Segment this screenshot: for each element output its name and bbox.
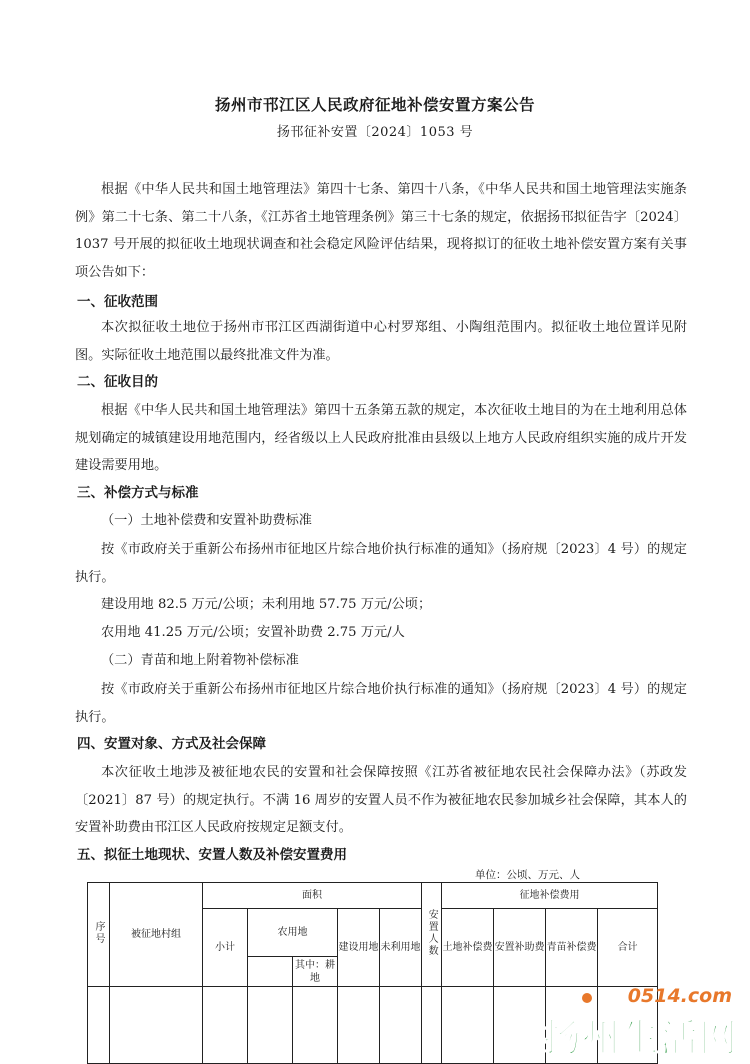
header-farmland: 农用地 — [248, 909, 338, 957]
header-cultivated: 其中：耕地 — [293, 957, 338, 987]
subsection-heading-crop-compensation: （二）青苗和地上附着物补偿标准 — [101, 653, 299, 668]
document-number: 扬邗征补安置〔2024〕1053 号 — [276, 125, 474, 140]
table-unit-label: 单位：公顷、万元、人 — [475, 869, 580, 881]
document-title: 扬州市邗江区人民政府征地补偿安置方案公告 — [214, 96, 535, 114]
header-construction: 建设用地 — [338, 909, 380, 987]
header-resettle-sub: 安置补助费 — [494, 909, 546, 987]
table-cell — [293, 987, 338, 1064]
section-text-purpose: 根据《中华人民共和国土地管理法》第四十五条第五款的规定，本次征收土地目的为在土地利用总体规划确定的城镇建设用地范围内，经省级以上人民政府批准由县级以上地方人民政府组织实施的成片开发建设需要用地。 — [75, 403, 687, 473]
header-subtotal: 小计 — [203, 909, 248, 987]
table-cell — [442, 987, 494, 1064]
subsection-heading-land-compensation: （一）土地补偿费和安置补助费标准 — [101, 513, 312, 528]
table-cell — [380, 987, 422, 1064]
subsection-text-land-compensation: 按《市政府关于重新公布扬州市征地区片综合地价执行标准的通知》（扬府规〔2023〕4 号）的规定执行。 — [75, 542, 687, 585]
section-text-scope: 本次拟征收土地位于扬州市邗江区西湖街道中心村罗郑组、小陶组范围内。拟征收土地位置详见附图。实际征收土地范围以最终批准文件为准。 — [75, 320, 687, 363]
section-heading-purpose: 二、征收目的 — [77, 374, 158, 390]
header-land-comp: 土地补偿费 — [442, 909, 494, 987]
watermark-site-name: 扬州生活网 — [542, 1016, 738, 1060]
section-text-resettlement: 本次征收土地涉及被征地农民的安置和社会保障按照《江苏省被征地农民社会保障办法》（苏政发〔2021〕87 号）的规定执行。不满 16 周岁的安置人员不作为被征地农民参加城乡社会保障，其本人的安置补助费由邗江区人民政府按规定足额支付。 — [75, 765, 687, 835]
watermark-domain: 0514.com — [627, 985, 732, 1007]
table-cell — [338, 987, 380, 1064]
rate-line-2: 农用地 41.25 万元/公顷；安置补助费 2.75 万元/人 — [101, 625, 405, 640]
table-cell — [88, 987, 110, 1064]
rate-line-1: 建设用地 82.5 万元/公顷；未利用地 57.75 万元/公顷； — [101, 597, 432, 612]
header-persons: 安置人数 — [422, 883, 442, 987]
header-farmland-blank — [248, 957, 293, 987]
section-heading-compensation: 三、补偿方式与标准 — [77, 485, 199, 501]
header-compensation: 征地补偿费用 — [442, 883, 658, 909]
header-crop-comp: 青苗补偿费 — [546, 909, 598, 987]
table-cell — [422, 987, 442, 1064]
header-village: 被征地村组 — [110, 883, 203, 987]
table-cell — [203, 987, 248, 1064]
section-heading-scope: 一、征收范围 — [77, 294, 158, 310]
subsection-text-crop-compensation: 按《市政府关于重新公布扬州市征地区片综合地价执行标准的通知》（扬府规〔2023〕4 号）的规定执行。 — [75, 682, 687, 725]
watermark-leaf-icon — [582, 993, 592, 1003]
header-total: 合计 — [598, 909, 658, 987]
section-heading-land-status: 五、拟征土地现状、安置人数及补偿安置费用 — [77, 847, 347, 863]
section-heading-resettlement: 四、安置对象、方式及社会保障 — [77, 736, 266, 752]
header-seq: 序号 — [88, 883, 110, 987]
intro-paragraph: 根据《中华人民共和国土地管理法》第四十七条、第四十八条，《中华人民共和国土地管理法实施条例》第二十七条、第二十八条，《江苏省土地管理条例》第三十七条的规定，依据扬邗拟征告字〔2024〕1037 号开展的拟征收土地现状调查和社会稳定风险评估结果，现将拟订的征收土地补偿安置方案有关事项公告如下： — [75, 182, 687, 280]
table-cell — [110, 987, 203, 1064]
header-area: 面积 — [203, 883, 422, 909]
table-cell — [248, 987, 293, 1064]
site-watermark — [522, 985, 742, 1060]
header-unused: 未利用地 — [380, 909, 422, 987]
